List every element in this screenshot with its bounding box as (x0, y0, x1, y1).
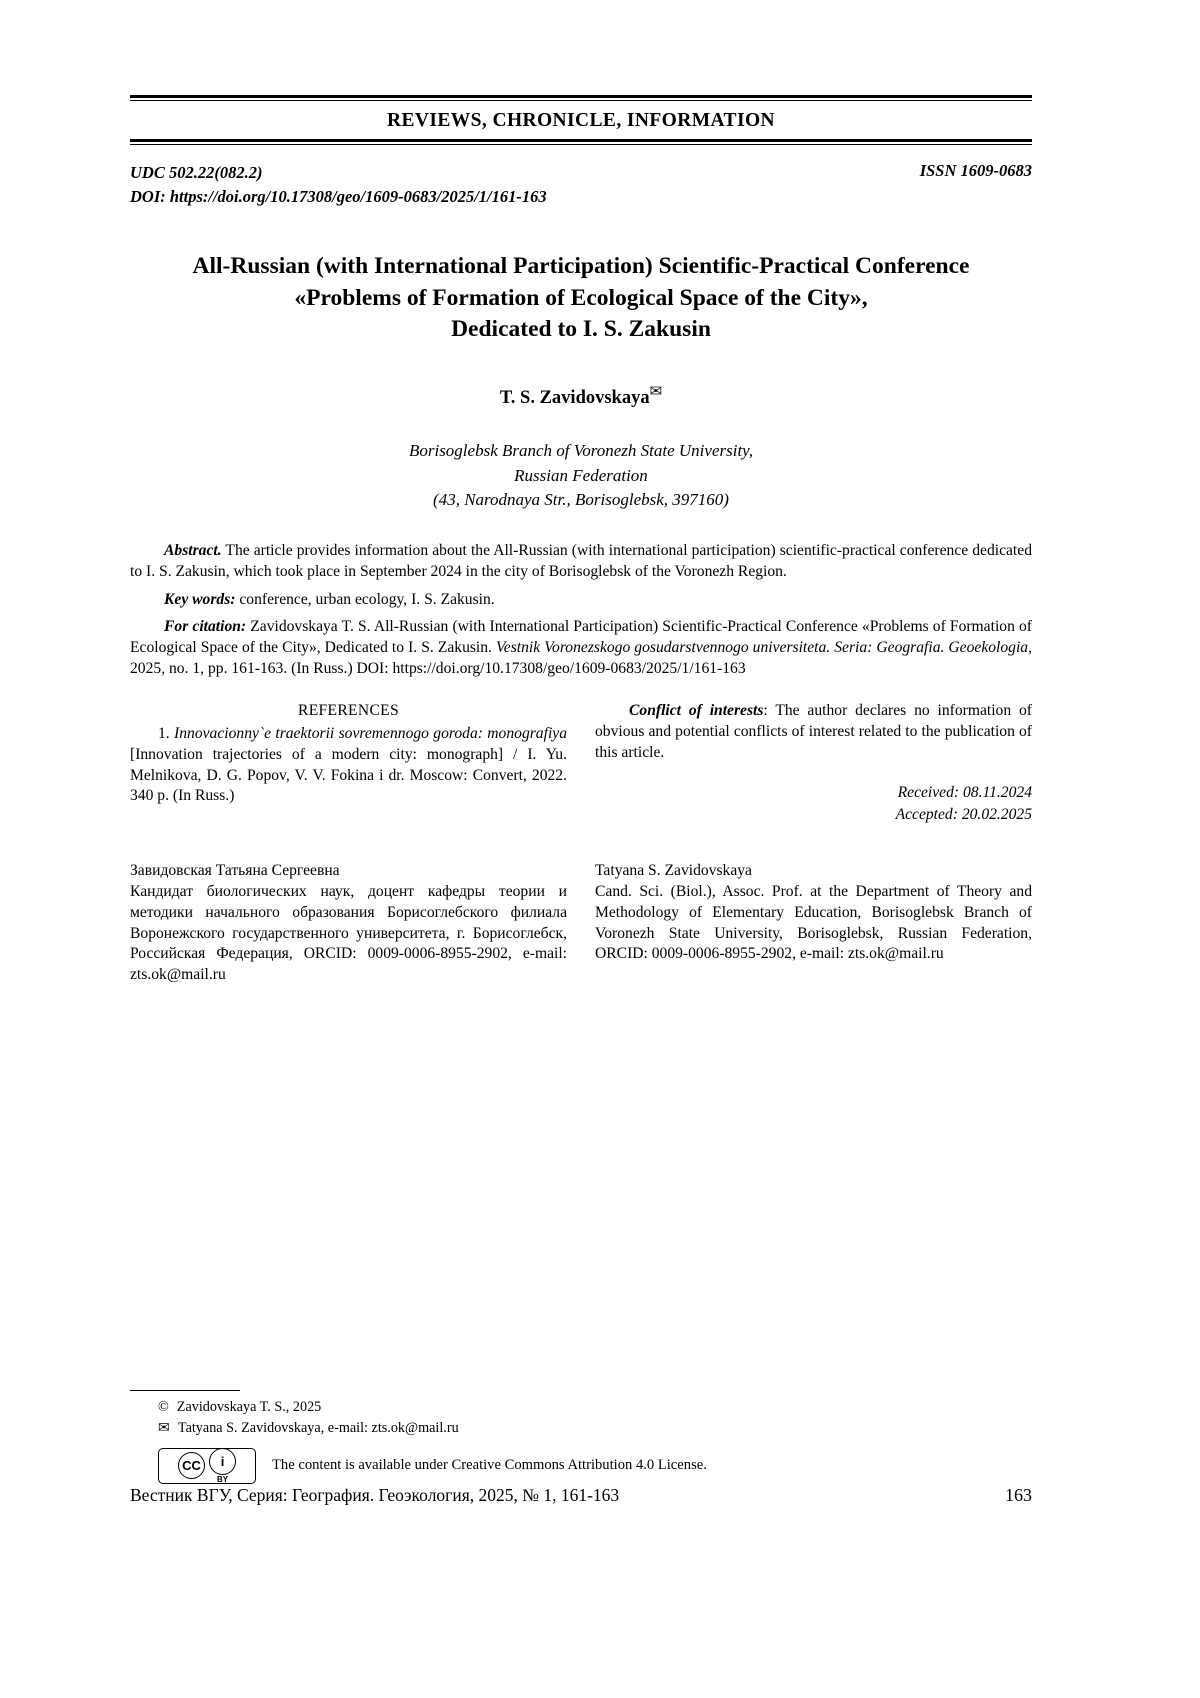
abstract-paragraph (130, 541, 1032, 582)
footer-notes (130, 1390, 1032, 1484)
cc-person-icon: i (209, 1448, 236, 1475)
conflict-text: : The author declares no information of obvious and potential conflicts of interest related to the publication of this article. (595, 702, 1032, 761)
author-line (130, 382, 1032, 409)
contact-line (130, 1418, 1032, 1439)
page-content (130, 95, 1032, 986)
meta-row (130, 161, 1032, 209)
affiliation-line-3: (43, Narodnaya Str., Borisoglebsk, 397160) (433, 490, 729, 510)
doi-line: DOI: https://doi.org/10.17308/geo/1609-0683/2025/1/161-163 (130, 186, 547, 206)
title-line-2: «Problems of Formation of Ecological Space of the City», (294, 284, 868, 311)
envelope-icon: ✉ (649, 384, 663, 400)
copyright-line (130, 1397, 1032, 1418)
author-bio-en (595, 861, 1032, 985)
citation-journal: Vestnik Voronezskogo gosudarstvennogo universiteta. Seria: Geografia. Geoekologia (496, 639, 1029, 657)
reference-title: Innovacionny`e traektorii sovremennogo goroda: monografiya (174, 725, 567, 743)
affiliation-line-2: Russian Federation (514, 465, 648, 485)
accepted-date: Accepted: 20.02.2025 (895, 805, 1032, 823)
license-text: The content is available under Creative Commons Attribution 4.0 License. (272, 1457, 707, 1474)
cc-by-label: BY (216, 1474, 229, 1484)
abstract-text: The article provides information about the All-Russian (with international participation) scientific-practical conference dedicated to I. S. Zakusin, which took place in September 2024 in the city of Borisoglebsk of the Voronezh Region. (130, 542, 1032, 580)
received-date: Received: 08.11.2024 (897, 783, 1032, 801)
copyright-icon: © (158, 1399, 169, 1415)
keywords-text: conference, urban ecology, I. S. Zakusin. (239, 590, 495, 608)
references-column (130, 701, 567, 825)
title-line-1: All-Russian (with International Participation) Scientific-Practical Conference (192, 252, 970, 279)
affiliation-line-1: Borisoglebsk Branch of Voronezh State University, (408, 441, 754, 461)
copyright-text: Zavidovskaya T. S., 2025 (176, 1399, 322, 1415)
cc-by-icon (209, 1448, 236, 1484)
page-title (130, 251, 1032, 346)
envelope-icon-footer: ✉ (158, 1420, 170, 1437)
dates-block (595, 782, 1032, 826)
two-column-region (130, 701, 1032, 825)
author-bio-en-text: Cand. Sci. (Biol.), Assoc. Prof. at the Department of Theory and Methodology of Elementary Education, Borisoglebsk Branch of Voronezh State University, Borisoglebsk, Russian Federation, ORCID: 0009-0006-8955-2902, e-mail: zts.ok@mail.ru (595, 883, 1032, 963)
author-bio-ru-text: Кандидат биологических наук, доцент кафедры теории и методики начального образования Борисоглебского филиала Воронежского государственного университета, г. Борисоглебск, Российская Федерация, ORCID: 0009-0006-8955-2902, e-mail: zts.ok@mail.ru (130, 883, 567, 984)
abstract-label: Abstract. (164, 542, 222, 560)
conflict-of-interests (595, 701, 1032, 763)
section-title: REVIEWS, CHRONICLE, INFORMATION (387, 110, 775, 131)
reference-rest: [Innovation trajectories of a modern city: monograph] / I. Yu. Melnikova, D. G. Popov, V. V. Fokina i dr. Moscow: Convert, 2022. 340 p. (In Russ.) (130, 745, 567, 805)
affiliation (130, 439, 1032, 513)
keywords-label: Key words: (164, 590, 236, 608)
title-line-3: Dedicated to I. S. Zakusin (451, 316, 711, 343)
author-bio-en-name: Tatyana S. Zavidovskaya (595, 862, 752, 880)
citation-text-1: Zavidovskaya T. S. All-Russian (with International Participation) Scientific-Practical Conference «Problems of Formation of Ecological Space of the City», Dedicated to I. S. Zakusin. (130, 618, 1032, 657)
abstract-block (130, 541, 1032, 679)
journal-footer-line: Вестник ВГУ, Серия: География. Геоэкология, 2025, № 1, 161-163 (130, 1485, 620, 1505)
meta-left (130, 161, 547, 209)
keywords-paragraph (130, 590, 1032, 611)
citation-paragraph (130, 617, 1032, 679)
cc-circle-icon: CC (178, 1452, 205, 1479)
conflict-label: Conflict of interests (629, 702, 764, 720)
conflict-column (595, 701, 1032, 825)
header-rule-top-thick (130, 95, 1032, 98)
udc-code: UDC 502.22(082.2) (130, 163, 263, 182)
contact-text: Tatyana S. Zavidovskaya, e-mail: zts.ok@mail.ru (177, 1420, 459, 1437)
references-heading: REFERENCES (298, 702, 399, 720)
author-bio-ru (130, 861, 567, 985)
citation-text-2: , 2025, no. 1, pp. 161-163. (In Russ.) DOI: https://doi.org/10.17308/geo/1609-0683/2025/1/161-163 (130, 639, 1033, 677)
reference-number: 1. (158, 725, 170, 743)
creative-commons-icon (158, 1448, 256, 1484)
author-bio-ru-name: Завидовская Татьяна Сергеевна (130, 862, 340, 880)
author-name: T. S. Zavidovskaya (499, 388, 650, 409)
citation-label: For citation: (164, 618, 247, 636)
header-rule-bottom-thin (130, 144, 1032, 145)
page-footer (130, 1485, 1032, 1506)
page-number: 163 (1005, 1485, 1032, 1505)
reference-item (130, 724, 567, 807)
author-bios (130, 861, 1032, 985)
footnote-divider (130, 1390, 240, 1391)
header-rule-bottom-thick (130, 139, 1032, 142)
license-row (130, 1448, 1032, 1484)
issn: ISSN 1609-0683 (919, 161, 1032, 180)
